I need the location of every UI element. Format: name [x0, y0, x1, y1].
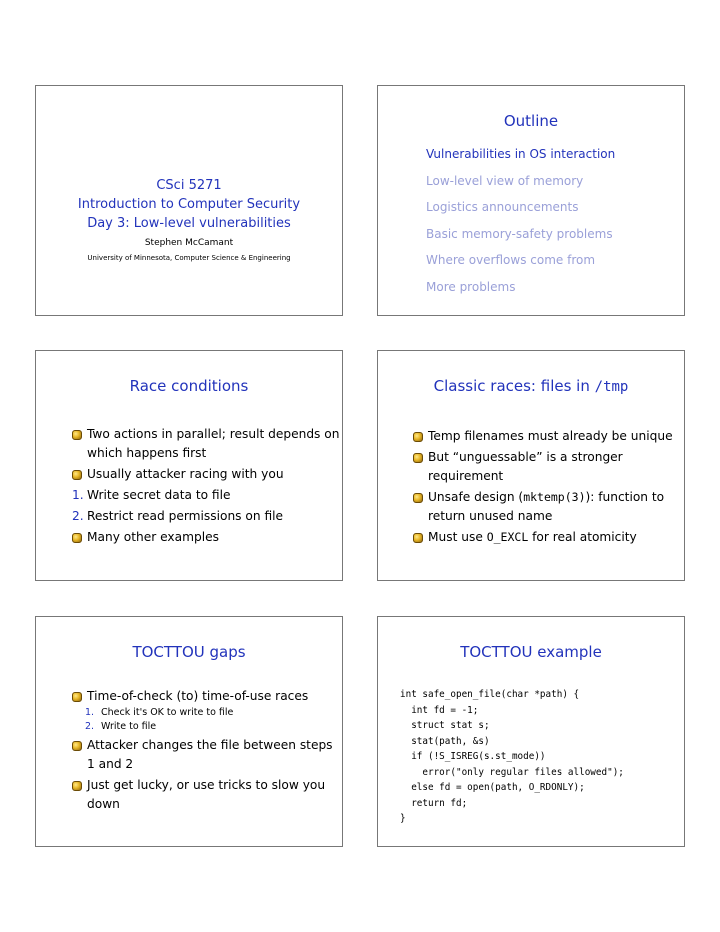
outline-item: Logistics announcements — [426, 200, 579, 215]
bullet-icon — [72, 741, 82, 751]
outline-item: More problems — [426, 279, 516, 294]
lecture-title: Day 3: Low-level vulnerabilities — [87, 216, 291, 231]
item-number: 1. — [72, 488, 84, 502]
list-item: Two actions in parallel; result depends on which happens first — [72, 425, 340, 463]
slide-heading: TOCTTOU example — [460, 643, 602, 661]
bullet-list — [413, 427, 681, 549]
item-number: 2. — [72, 509, 84, 523]
item-number: 1. — [85, 707, 95, 718]
author: Stephen McCamant — [144, 238, 234, 248]
outline-item: Low-level view of memory — [426, 173, 584, 188]
list-item: Must use O_EXCL for real atomicity — [413, 528, 681, 547]
slide-heading: Race conditions — [129, 377, 249, 395]
bullet-icon — [72, 430, 82, 440]
outline-list — [426, 146, 615, 306]
affiliation: University of Minnesota, Computer Science & Engineering — [87, 254, 291, 262]
slide-heading: TOCTTOU gaps — [132, 643, 246, 661]
code-block: int safe_open_file(char *path) { int fd = -1; struct stat s; stat(path, &s) if (!S_ISREG(s.st_mode)) error("only regular files allowed"); else fd = open(path, O_RDONLY); return fd; } — [400, 689, 624, 824]
bullet-icon — [413, 533, 423, 543]
bullet-icon — [72, 470, 82, 480]
bullet-list — [72, 425, 340, 549]
numbered-item: 1. Write secret data to file — [72, 486, 340, 505]
list-item: Unsafe design (mktemp(3)): function to return unused name — [413, 488, 681, 526]
slide-tocttou-example — [377, 616, 685, 847]
bullet-icon — [413, 493, 423, 503]
list-item: Just get lucky, or use tricks to slow you down — [72, 776, 340, 814]
bullet-icon — [72, 692, 82, 702]
bullet-icon — [413, 453, 423, 463]
slide-race-conditions — [35, 350, 343, 581]
list-item: Temp filenames must already be unique — [413, 427, 681, 446]
bullet-icon — [72, 533, 82, 543]
outline-item-current: Vulnerabilities in OS interaction — [426, 147, 616, 161]
numbered-subitem: 1. Check it's OK to write to file — [85, 707, 234, 718]
list-item: Attacker changes the file between steps 1 and 2 — [72, 736, 340, 774]
item-number: 2. — [85, 721, 95, 732]
slide-tocttou-gaps — [35, 616, 343, 847]
slide-title-page — [35, 85, 343, 316]
bullet-icon — [413, 432, 423, 442]
numbered-subitem: 2. Write to file — [85, 721, 157, 732]
slide-outline — [377, 85, 685, 316]
slide-heading: Classic races: files in /tmp — [433, 377, 629, 395]
slide-heading: Outline — [503, 112, 559, 130]
outline-item: Where overflows come from — [426, 253, 596, 268]
slide-classic-races — [377, 350, 685, 581]
bullet-list — [72, 687, 340, 816]
title-block — [36, 176, 342, 262]
list-item: Usually attacker racing with you — [72, 465, 340, 484]
numbered-item: 2. Restrict read permissions on file — [72, 507, 340, 526]
course-name: Introduction to Computer Security — [77, 197, 301, 212]
list-item: Many other examples — [72, 528, 340, 547]
list-item: But “unguessable” is a stronger requirement — [413, 448, 681, 486]
course-number: CSci 5271 — [156, 178, 222, 193]
bullet-icon — [72, 781, 82, 791]
list-item: Time-of-check (to) time-of-use races — [72, 687, 340, 706]
outline-item: Basic memory-safety problems — [426, 226, 613, 241]
